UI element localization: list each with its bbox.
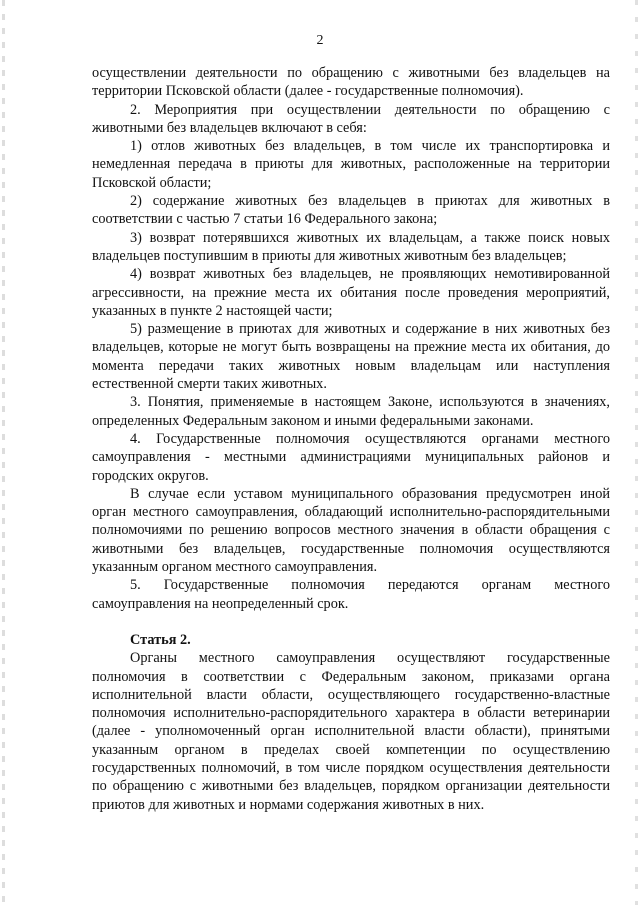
paragraph-4-continued: В случае если уставом муниципального образования предусмотрен иной орган местного самоуправления, обладающий исполнительно-распорядительными полномочиями по решению вопросов местного значения в области обращения с животными без владельцев, государственные полномочия осуществляются указанным органом местного самоуправления. (92, 485, 610, 576)
page-number: 2 (316, 33, 324, 48)
list-item-3: 3) возврат потерявшихся животных их владельцам, а также поиск новых владельцев поступившим в приюты для животных животным без владельцев; (92, 229, 610, 264)
list-item-5: 5) размещение в приютах для животных и содержание в них животных без владельцев, которые не могут быть возвращены на прежние места их обитания, до момента передачи таких животных новым владельцам или наступления естественной смерти таких животных. (92, 321, 610, 393)
article-2-heading: Статья 2. (130, 631, 191, 648)
article-2-text: Органы местного самоуправления осуществляют государственные полномочия в соответствии с Федеральным законом, приказами органа исполнительной власти области, осуществляющего государственно-властные полномочия исполнительно-распорядительного характера в области ветеринарии (далее - уполномоченный орган исполнительной власти области), принятыми указанным органом в пределах своей компетенции по осуществлению государственных полномочий, в том числе порядком осуществления деятельности по обращению с животными без владельцев, порядком организации деятельности приютов для животных и нормами содержания животных в них. (92, 650, 610, 813)
list-item-4: 4) возврат животных без владельцев, не проявляющих немотивированной агрессивности, на прежние места их обитания после проведения мероприятий, указанных в пункте 2 настоящей части; (92, 266, 610, 319)
document-body (92, 64, 610, 814)
paragraph-2: 2. Мероприятия при осуществлении деятельности по обращению с животными без владельцев включают в себя: (92, 101, 610, 136)
paragraph-3: 3. Понятия, применяемые в настоящем Законе, используются в значениях, определенных Федеральным законом и иными федеральными законами. (92, 394, 610, 429)
paragraph-continuation: осуществлении деятельности по обращению с животными без владельцев на территории Псковской области (далее - государственные полномочия). (92, 65, 610, 100)
paragraph-4: 4. Государственные полномочия осуществляются органами местного самоуправления - местными администрациями муниципальных районов и городских округов. (92, 430, 610, 484)
paragraph-5: 5. Государственные полномочия передаются органам местного самоуправления на неопределенный срок. (92, 577, 610, 612)
scan-edge-right (635, 0, 638, 905)
list-item-2: 2) содержание животных без владельцев в приютах для животных в соответствии с частью 7 статьи 16 Федерального закона; (92, 193, 610, 228)
scan-edge-left (2, 0, 5, 905)
list-item-1: 1) отлов животных без владельцев, в том числе их транспортировка и немедленная передача в приюты для животных, расположенные на территории Псковской области; (92, 138, 610, 191)
